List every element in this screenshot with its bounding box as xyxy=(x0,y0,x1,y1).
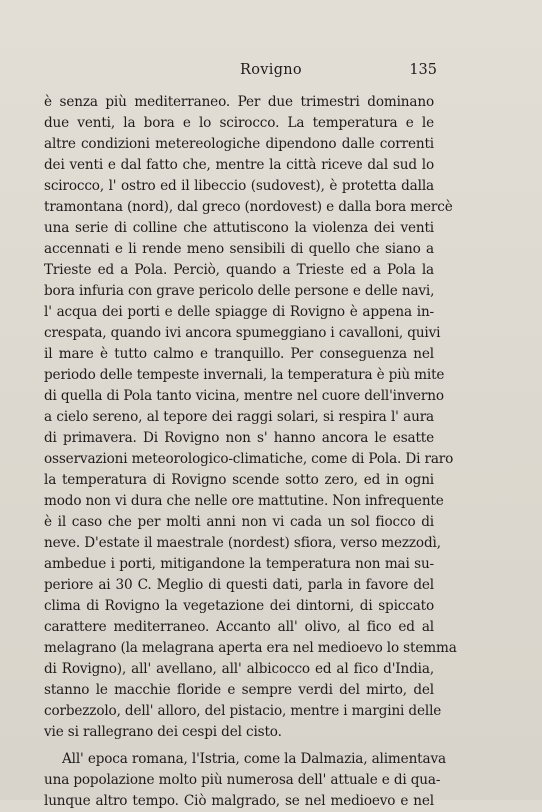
text-line: l' acqua dei porti e delle spiagge di Rovigno è appena in- xyxy=(44,304,434,320)
text-line: altre condizioni metereologiche dipendono dalle correnti xyxy=(44,136,434,152)
text-line: stanno le macchie floride e sempre verdi del mirto, del xyxy=(44,682,434,698)
text-line: periodo delle tempeste invernali, la temperatura è più mite xyxy=(44,367,445,383)
text-line: ambedue i porti, mitigandone la temperatura non mai su- xyxy=(44,556,434,572)
text-line: Trieste ed a Pola. Perciò, quando a Trieste ed a Pola la xyxy=(44,262,434,278)
text-line: dei venti e dal fatto che, mentre la città riceve dal sud lo xyxy=(44,157,434,173)
text-line: una popolazione molto più numerosa dell' attuale e di qua- xyxy=(44,772,441,788)
text-line: il mare è tutto calmo e tranquillo. Per conseguenza nel xyxy=(44,346,434,362)
running-title: Rovigno xyxy=(240,62,302,78)
body-text xyxy=(44,92,457,812)
text-line: è senza più mediterraneo. Per due trimestri dominano xyxy=(44,94,434,110)
text-line: tramontana (nord), dal greco (nordovest) e dalla bora mercè xyxy=(44,199,453,215)
page-number: 135 xyxy=(409,62,437,78)
text-line: una serie di colline che attutiscono la violenza dei venti xyxy=(44,220,434,236)
text-line: carattere mediterraneo. Accanto all' olivo, al fico ed al xyxy=(44,619,434,635)
text-line: due venti, la bora e lo scirocco. La temperatura e le xyxy=(44,115,434,131)
text-line: accennati e li rende meno sensibili di quello che siano a xyxy=(44,241,434,257)
text-line: periore ai 30 C. Meglio di questi dati, parla in favore del xyxy=(44,577,434,593)
text-line: è il caso che per molti anni non vi cada un sol fiocco di xyxy=(44,514,434,530)
paragraph-container xyxy=(44,92,457,812)
text-line: a cielo sereno, al tepore dei raggi solari, si respira l' aura xyxy=(44,409,434,425)
text-line: vie si rallegrano dei cespi del cisto. xyxy=(44,724,282,740)
text-line: la temperatura di Rovigno scende sotto zero, ed in ogni xyxy=(44,472,434,488)
text-line: scirocco, l' ostro ed il libeccio (sudovest), è protetta dalla xyxy=(44,178,434,194)
text-line: All' epoca romana, l'Istria, come la Dalmazia, alimentava xyxy=(62,751,446,767)
text-line: corbezzolo, dell' alloro, del pistacio, mentre i margini delle xyxy=(44,703,442,719)
text-line: clima di Rovigno la vegetazione dei dintorni, di spiccato xyxy=(44,598,434,614)
text-line: osservazioni meteorologico-climatiche, come di Pola. Di raro xyxy=(44,451,454,467)
text-line: neve. D'estate il maestrale (nordest) sfiora, verso mezzodì, xyxy=(44,535,441,551)
text-line: di Rovigno), all' avellano, all' albicocco ed al fico d'India, xyxy=(44,661,434,677)
text-line: di primavera. Di Rovigno non s' hanno ancora le esatte xyxy=(44,430,434,446)
text-line: modo non vi dura che nelle ore mattutine. Non infrequente xyxy=(44,493,444,509)
text-line: crespata, quando ivi ancora spumeggiano i cavalloni, quivi xyxy=(44,325,441,341)
text-line: di quella di Pola tanto vicina, mentre nel cuore dell'inverno xyxy=(44,388,444,404)
paragraph xyxy=(44,92,457,743)
text-line: melagrano (la melagrana aperta era nel medioevo lo stemma xyxy=(44,640,457,656)
paragraph xyxy=(44,749,446,812)
text-line: bora infuria con grave pericolo delle persone e delle navi, xyxy=(44,283,435,299)
text-line: lunque altro tempo. Ciò malgrado, se nel medioevo e nel xyxy=(44,793,434,809)
